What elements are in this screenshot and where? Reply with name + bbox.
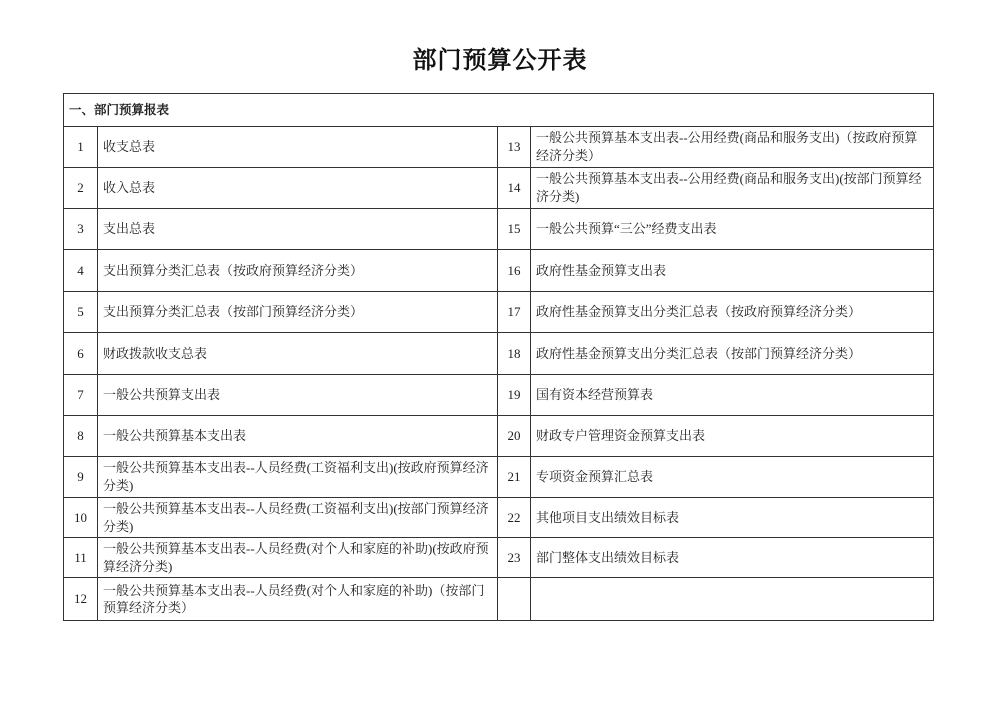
report-name: 一般公共预算基本支出表--人员经费(工资福利支出)(按部门预算经济分类)	[98, 498, 498, 538]
report-name: 支出预算分类汇总表（按政府预算经济分类）	[98, 250, 498, 292]
report-name: 其他项目支出绩效目标表	[531, 498, 934, 538]
row-number: 11	[64, 538, 98, 578]
row-number: 2	[64, 168, 98, 209]
report-name: 政府性基金预算支出表	[531, 250, 934, 292]
table-row	[64, 333, 934, 375]
budget-table-body	[64, 94, 934, 621]
row-number: 16	[498, 250, 531, 292]
row-number: 22	[498, 498, 531, 538]
report-name: 支出总表	[98, 209, 498, 250]
table-row	[64, 578, 934, 621]
report-name: 收支总表	[98, 127, 498, 168]
row-number: 19	[498, 375, 531, 416]
row-number: 18	[498, 333, 531, 375]
report-name: 财政专户管理资金预算支出表	[531, 416, 934, 457]
row-number: 21	[498, 457, 531, 498]
report-name: 财政拨款收支总表	[98, 333, 498, 375]
row-number: 15	[498, 209, 531, 250]
report-name: 国有资本经营预算表	[531, 375, 934, 416]
table-row	[64, 168, 934, 209]
table-row	[64, 375, 934, 416]
table-row	[64, 209, 934, 250]
report-name: 一般公共预算基本支出表--人员经费(工资福利支出)(按政府预算经济分类)	[98, 457, 498, 498]
row-number	[498, 578, 531, 621]
row-number: 23	[498, 538, 531, 578]
report-name: 政府性基金预算支出分类汇总表（按部门预算经济分类）	[531, 333, 934, 375]
report-name: 一般公共预算支出表	[98, 375, 498, 416]
table-row	[64, 498, 934, 538]
row-number: 3	[64, 209, 98, 250]
report-name: 专项资金预算汇总表	[531, 457, 934, 498]
row-number: 8	[64, 416, 98, 457]
row-number: 1	[64, 127, 98, 168]
report-name: 一般公共预算基本支出表	[98, 416, 498, 457]
page-title: 部门预算公开表	[412, 48, 588, 74]
row-number: 5	[64, 292, 98, 333]
table-row	[64, 292, 934, 333]
report-name: 一般公共预算基本支出表--公用经费(商品和服务支出)(按部门预算经济分类)	[531, 168, 934, 209]
section-header-row	[64, 94, 934, 127]
report-name: 一般公共预算基本支出表--人员经费(对个人和家庭的补助)（按部门预算经济分类）	[98, 578, 498, 621]
row-number: 17	[498, 292, 531, 333]
row-number: 7	[64, 375, 98, 416]
row-number: 14	[498, 168, 531, 209]
row-number: 10	[64, 498, 98, 538]
table-row	[64, 127, 934, 168]
row-number: 6	[64, 333, 98, 375]
row-number: 13	[498, 127, 531, 168]
report-name	[531, 578, 934, 621]
report-name: 收入总表	[98, 168, 498, 209]
table-row	[64, 250, 934, 292]
row-number: 9	[64, 457, 98, 498]
section-header: 一、部门预算报表	[64, 94, 934, 127]
row-number: 12	[64, 578, 98, 621]
report-name: 部门整体支出绩效目标表	[531, 538, 934, 578]
row-number: 4	[64, 250, 98, 292]
table-row	[64, 538, 934, 578]
budget-report-table	[63, 93, 934, 621]
report-name: 一般公共预算基本支出表--人员经费(对个人和家庭的补助)(按政府预算经济分类)	[98, 538, 498, 578]
report-name: 政府性基金预算支出分类汇总表（按政府预算经济分类）	[531, 292, 934, 333]
report-name: 支出预算分类汇总表（按部门预算经济分类）	[98, 292, 498, 333]
report-name: 一般公共预算基本支出表--公用经费(商品和服务支出)（按政府预算经济分类）	[531, 127, 934, 168]
row-number: 20	[498, 416, 531, 457]
table-row	[64, 457, 934, 498]
table-row	[64, 416, 934, 457]
report-name: 一般公共预算“三公”经费支出表	[531, 209, 934, 250]
